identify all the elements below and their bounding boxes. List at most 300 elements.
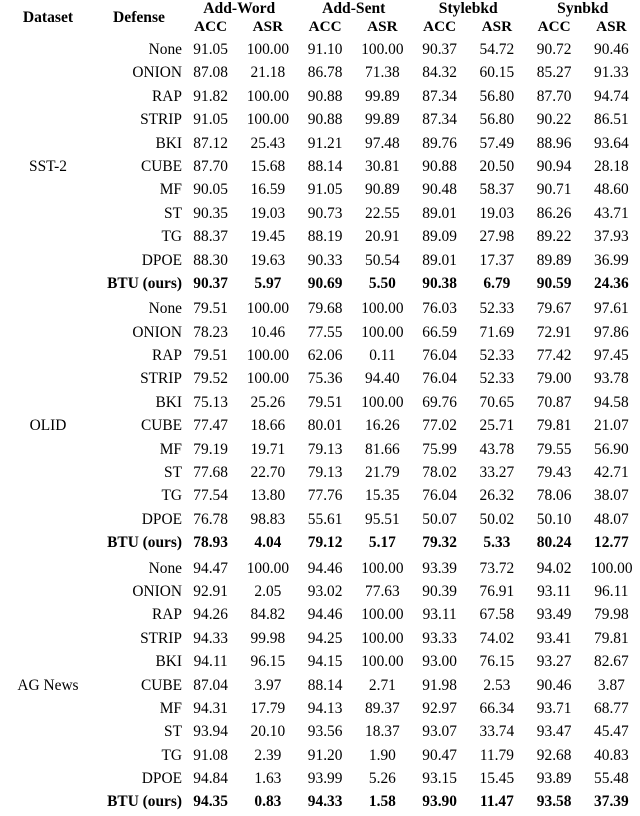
metric-value: 52.33 — [468, 344, 525, 367]
metric-value: 74.02 — [468, 627, 525, 650]
metric-value: 17.37 — [468, 249, 525, 272]
metric-value: 98.83 — [239, 508, 296, 531]
metric-value: 55.48 — [583, 767, 640, 790]
metric-value: 11.79 — [468, 744, 525, 767]
defense-label: DPOE — [96, 249, 182, 272]
metric-value: 18.66 — [239, 414, 296, 437]
metric-value: 96.15 — [239, 650, 296, 673]
metric-value: 11.47 — [468, 791, 525, 814]
metric-value: 89.01 — [411, 202, 468, 225]
metric-value: 89.01 — [411, 249, 468, 272]
metric-value: 67.58 — [468, 603, 525, 626]
subheader-add-sent-acc: ACC — [297, 18, 354, 36]
metric-value: 90.05 — [182, 178, 239, 201]
metric-value: 94.26 — [182, 603, 239, 626]
table-row — [0, 531, 640, 554]
metric-value: 6.79 — [468, 272, 525, 295]
defense-label: ONION — [96, 321, 182, 344]
defense-label: ONION — [96, 61, 182, 84]
metric-value: 90.37 — [411, 38, 468, 61]
metric-value: 79.43 — [526, 461, 583, 484]
metric-value: 58.37 — [468, 178, 525, 201]
metric-value: 91.10 — [297, 38, 354, 61]
metric-value: 36.99 — [583, 249, 640, 272]
metric-value: 37.93 — [583, 225, 640, 248]
metric-value: 100.00 — [354, 557, 411, 580]
metric-value: 80.24 — [526, 531, 583, 554]
metric-value: 56.80 — [468, 108, 525, 131]
subheader-stylebkd-acc: ACC — [411, 18, 468, 36]
metric-value: 90.46 — [526, 674, 583, 697]
metric-value: 72.91 — [526, 321, 583, 344]
metric-value: 91.98 — [411, 674, 468, 697]
defense-label: BTU (ours) — [96, 531, 182, 554]
metric-value: 19.63 — [239, 249, 296, 272]
table-row — [0, 297, 640, 320]
metric-value: 15.35 — [354, 484, 411, 507]
metric-value: 88.14 — [297, 674, 354, 697]
metric-value: 79.67 — [526, 297, 583, 320]
defense-label: DPOE — [96, 767, 182, 790]
metric-value: 91.33 — [583, 61, 640, 84]
defense-label: BKI — [96, 391, 182, 414]
metric-value: 90.73 — [297, 202, 354, 225]
metric-value: 16.59 — [239, 178, 296, 201]
metric-value: 0.83 — [239, 791, 296, 814]
metric-value: 93.11 — [411, 603, 468, 626]
metric-value: 30.81 — [354, 155, 411, 178]
metric-value: 90.59 — [526, 272, 583, 295]
metric-value: 100.00 — [354, 627, 411, 650]
metric-value: 13.80 — [239, 484, 296, 507]
metric-value: 92.91 — [182, 580, 239, 603]
defense-label: CUBE — [96, 155, 182, 178]
table-row — [0, 249, 640, 272]
metric-value: 55.61 — [297, 508, 354, 531]
defense-label: TG — [96, 484, 182, 507]
metric-value: 100.00 — [354, 650, 411, 673]
metric-value: 78.06 — [526, 484, 583, 507]
metric-value: 84.32 — [411, 61, 468, 84]
metric-value: 21.18 — [239, 61, 296, 84]
metric-value: 21.07 — [583, 414, 640, 437]
metric-value: 60.15 — [468, 61, 525, 84]
metric-value: 79.98 — [583, 603, 640, 626]
metric-value: 95.51 — [354, 508, 411, 531]
subheader-add-sent-asr: ASR — [354, 18, 411, 36]
metric-value: 21.79 — [354, 461, 411, 484]
metric-value: 76.04 — [411, 344, 468, 367]
metric-value: 19.03 — [239, 202, 296, 225]
metric-value: 89.09 — [411, 225, 468, 248]
metric-value: 48.07 — [583, 508, 640, 531]
metric-value: 100.00 — [239, 344, 296, 367]
metric-value: 90.35 — [182, 202, 239, 225]
metric-value: 91.05 — [182, 108, 239, 131]
metric-value: 99.98 — [239, 627, 296, 650]
metric-value: 56.80 — [468, 85, 525, 108]
table-row — [0, 580, 640, 603]
defense-label: MF — [96, 178, 182, 201]
metric-value: 94.84 — [182, 767, 239, 790]
dataset-label: SST-2 — [0, 38, 96, 295]
table-row — [0, 272, 640, 295]
metric-value: 17.79 — [239, 697, 296, 720]
metric-value: 77.02 — [411, 414, 468, 437]
metric-value: 100.00 — [239, 85, 296, 108]
defense-label: ONION — [96, 580, 182, 603]
group-header-add-word: Add-Word — [182, 0, 297, 18]
metric-value: 93.64 — [583, 132, 640, 155]
defense-label: BKI — [96, 650, 182, 673]
metric-value: 92.97 — [411, 697, 468, 720]
metric-value: 69.76 — [411, 391, 468, 414]
metric-value: 94.33 — [297, 791, 354, 814]
table-row — [0, 321, 640, 344]
metric-value: 87.04 — [182, 674, 239, 697]
metric-value: 57.49 — [468, 132, 525, 155]
metric-value: 79.51 — [182, 297, 239, 320]
table-row — [0, 720, 640, 743]
metric-value: 79.55 — [526, 438, 583, 461]
metric-value: 97.48 — [354, 132, 411, 155]
metric-value: 86.51 — [583, 108, 640, 131]
table-row — [0, 627, 640, 650]
metric-value: 5.97 — [239, 272, 296, 295]
metric-value: 100.00 — [354, 391, 411, 414]
metric-value: 5.17 — [354, 531, 411, 554]
subheader-synbkd-acc: ACC — [526, 18, 583, 36]
metric-value: 2.39 — [239, 744, 296, 767]
metric-value: 94.46 — [297, 557, 354, 580]
metric-value: 84.82 — [239, 603, 296, 626]
group-header-stylebkd: Stylebkd — [411, 0, 526, 18]
metric-value: 77.63 — [354, 580, 411, 603]
metric-value: 86.26 — [526, 202, 583, 225]
metric-value: 88.14 — [297, 155, 354, 178]
table-row — [0, 603, 640, 626]
metric-value: 71.38 — [354, 61, 411, 84]
metric-value: 78.93 — [182, 531, 239, 554]
defense-label: STRIP — [96, 108, 182, 131]
metric-value: 94.74 — [583, 85, 640, 108]
metric-value: 27.98 — [468, 225, 525, 248]
table-row — [0, 508, 640, 531]
metric-value: 100.00 — [239, 108, 296, 131]
metric-value: 45.47 — [583, 720, 640, 743]
metric-value: 16.26 — [354, 414, 411, 437]
dataset-label: AG News — [0, 557, 96, 814]
metric-value: 79.13 — [297, 438, 354, 461]
metric-value: 94.46 — [297, 603, 354, 626]
metric-value: 90.38 — [411, 272, 468, 295]
metric-value: 22.70 — [239, 461, 296, 484]
metric-value: 87.34 — [411, 108, 468, 131]
table-row — [0, 744, 640, 767]
metric-value: 87.34 — [411, 85, 468, 108]
metric-value: 92.68 — [526, 744, 583, 767]
metric-value: 93.49 — [526, 603, 583, 626]
metric-value: 79.13 — [297, 461, 354, 484]
defense-label: DPOE — [96, 508, 182, 531]
metric-value: 79.68 — [297, 297, 354, 320]
table-row — [0, 767, 640, 790]
metric-value: 18.37 — [354, 720, 411, 743]
metric-value: 97.61 — [583, 297, 640, 320]
metric-value: 20.10 — [239, 720, 296, 743]
metric-value: 99.89 — [354, 108, 411, 131]
metric-value: 85.27 — [526, 61, 583, 84]
metric-value: 93.02 — [297, 580, 354, 603]
metric-value: 77.47 — [182, 414, 239, 437]
metric-value: 5.50 — [354, 272, 411, 295]
metric-value: 94.31 — [182, 697, 239, 720]
metric-value: 77.68 — [182, 461, 239, 484]
metric-value: 100.00 — [239, 557, 296, 580]
metric-value: 79.51 — [297, 391, 354, 414]
metric-value: 88.96 — [526, 132, 583, 155]
table-header — [0, 0, 640, 36]
metric-value: 93.41 — [526, 627, 583, 650]
metric-value: 93.47 — [526, 720, 583, 743]
metric-value: 75.99 — [411, 438, 468, 461]
metric-value: 80.01 — [297, 414, 354, 437]
defense-label: RAP — [96, 603, 182, 626]
metric-value: 93.99 — [297, 767, 354, 790]
table-row — [0, 85, 640, 108]
table-row — [0, 344, 640, 367]
table-row — [0, 155, 640, 178]
table-row — [0, 202, 640, 225]
subheader-synbkd-asr: ASR — [583, 18, 640, 36]
column-header-defense: Defense — [96, 0, 182, 36]
metric-value: 79.51 — [182, 344, 239, 367]
defense-label: MF — [96, 697, 182, 720]
defense-label: None — [96, 297, 182, 320]
metric-value: 99.89 — [354, 85, 411, 108]
metric-value: 22.55 — [354, 202, 411, 225]
metric-value: 40.83 — [583, 744, 640, 767]
group-header-add-sent: Add-Sent — [297, 0, 412, 18]
metric-value: 93.94 — [182, 720, 239, 743]
table-row — [0, 132, 640, 155]
metric-value: 68.77 — [583, 697, 640, 720]
metric-value: 79.52 — [182, 367, 239, 390]
metric-value: 89.22 — [526, 225, 583, 248]
metric-value: 37.39 — [583, 791, 640, 814]
metric-value: 75.36 — [297, 367, 354, 390]
table-row — [0, 61, 640, 84]
metric-value: 79.00 — [526, 367, 583, 390]
metric-value: 1.58 — [354, 791, 411, 814]
metric-value: 2.05 — [239, 580, 296, 603]
metric-value: 4.04 — [239, 531, 296, 554]
metric-value: 100.00 — [583, 557, 640, 580]
metric-value: 10.46 — [239, 321, 296, 344]
metric-value: 86.78 — [297, 61, 354, 84]
column-header-dataset: Dataset — [0, 0, 96, 36]
metric-value: 96.11 — [583, 580, 640, 603]
metric-value: 78.23 — [182, 321, 239, 344]
metric-value: 100.00 — [354, 38, 411, 61]
metric-value: 43.71 — [583, 202, 640, 225]
metric-value: 52.33 — [468, 297, 525, 320]
metric-value: 94.13 — [297, 697, 354, 720]
table-row — [0, 438, 640, 461]
defense-label: None — [96, 557, 182, 580]
metric-value: 90.37 — [182, 272, 239, 295]
defense-label: RAP — [96, 85, 182, 108]
metric-value: 20.50 — [468, 155, 525, 178]
metric-value: 25.26 — [239, 391, 296, 414]
metric-value: 100.00 — [354, 603, 411, 626]
metric-value: 88.30 — [182, 249, 239, 272]
metric-value: 2.53 — [468, 674, 525, 697]
metric-value: 77.55 — [297, 321, 354, 344]
metric-value: 100.00 — [354, 321, 411, 344]
metric-value: 89.89 — [526, 249, 583, 272]
metric-value: 76.91 — [468, 580, 525, 603]
metric-value: 100.00 — [239, 367, 296, 390]
metric-value: 100.00 — [354, 297, 411, 320]
metric-value: 94.15 — [297, 650, 354, 673]
defense-label: BKI — [96, 132, 182, 155]
metric-value: 93.00 — [411, 650, 468, 673]
metric-value: 94.35 — [182, 791, 239, 814]
defense-label: TG — [96, 744, 182, 767]
metric-value: 90.48 — [411, 178, 468, 201]
metric-value: 90.69 — [297, 272, 354, 295]
metric-value: 1.63 — [239, 767, 296, 790]
metric-value: 54.72 — [468, 38, 525, 61]
table-row — [0, 38, 640, 61]
defense-label: RAP — [96, 344, 182, 367]
metric-value: 66.59 — [411, 321, 468, 344]
defense-label: STRIP — [96, 367, 182, 390]
metric-value: 93.58 — [526, 791, 583, 814]
metric-value: 50.07 — [411, 508, 468, 531]
metric-value: 88.37 — [182, 225, 239, 248]
table-row — [0, 391, 640, 414]
metric-value: 91.82 — [182, 85, 239, 108]
metric-value: 90.94 — [526, 155, 583, 178]
metric-value: 20.91 — [354, 225, 411, 248]
metric-value: 93.39 — [411, 557, 468, 580]
defense-label: BTU (ours) — [96, 272, 182, 295]
metric-value: 97.45 — [583, 344, 640, 367]
table-row — [0, 650, 640, 673]
metric-value: 2.71 — [354, 674, 411, 697]
metric-value: 66.34 — [468, 697, 525, 720]
metric-value: 71.69 — [468, 321, 525, 344]
metric-value: 100.00 — [239, 38, 296, 61]
metric-value: 79.19 — [182, 438, 239, 461]
defense-label: None — [96, 38, 182, 61]
metric-value: 79.81 — [526, 414, 583, 437]
metric-value: 89.76 — [411, 132, 468, 155]
metric-value: 93.27 — [526, 650, 583, 673]
metric-value: 90.71 — [526, 178, 583, 201]
metric-value: 50.02 — [468, 508, 525, 531]
table-row — [0, 674, 640, 697]
metric-value: 90.22 — [526, 108, 583, 131]
metric-value: 76.78 — [182, 508, 239, 531]
metric-value: 0.11 — [354, 344, 411, 367]
metric-value: 87.12 — [182, 132, 239, 155]
metric-value: 25.71 — [468, 414, 525, 437]
metric-value: 93.11 — [526, 580, 583, 603]
metric-value: 90.89 — [354, 178, 411, 201]
dataset-label: OLID — [0, 297, 96, 554]
subheader-stylebkd-asr: ASR — [468, 18, 525, 36]
metric-value: 38.07 — [583, 484, 640, 507]
metric-value: 79.81 — [583, 627, 640, 650]
metric-value: 90.33 — [297, 249, 354, 272]
header-group-row — [0, 0, 640, 18]
metric-value: 77.42 — [526, 344, 583, 367]
metric-value: 91.05 — [182, 38, 239, 61]
metric-value: 50.54 — [354, 249, 411, 272]
metric-value: 73.72 — [468, 557, 525, 580]
metric-value: 94.11 — [182, 650, 239, 673]
metric-value: 19.45 — [239, 225, 296, 248]
metric-value: 75.13 — [182, 391, 239, 414]
metric-value: 91.08 — [182, 744, 239, 767]
defense-label: ST — [96, 202, 182, 225]
subheader-add-word-asr: ASR — [239, 18, 296, 36]
table-row — [0, 178, 640, 201]
metric-value: 90.88 — [297, 108, 354, 131]
metric-value: 15.68 — [239, 155, 296, 178]
metric-value: 82.67 — [583, 650, 640, 673]
subheader-add-word-acc: ACC — [182, 18, 239, 36]
table-row — [0, 461, 640, 484]
metric-value: 87.08 — [182, 61, 239, 84]
metric-value: 88.19 — [297, 225, 354, 248]
metric-value: 93.71 — [526, 697, 583, 720]
metric-value: 77.54 — [182, 484, 239, 507]
metric-value: 50.10 — [526, 508, 583, 531]
metric-value: 81.66 — [354, 438, 411, 461]
group-header-synbkd: Synbkd — [526, 0, 640, 18]
metric-value: 5.26 — [354, 767, 411, 790]
metric-value: 19.03 — [468, 202, 525, 225]
metric-value: 93.07 — [411, 720, 468, 743]
metric-value: 62.06 — [297, 344, 354, 367]
table-body — [0, 36, 640, 816]
metric-value: 3.87 — [583, 674, 640, 697]
metric-value: 1.90 — [354, 744, 411, 767]
metric-value: 33.27 — [468, 461, 525, 484]
metric-value: 25.43 — [239, 132, 296, 155]
metric-value: 94.47 — [182, 557, 239, 580]
metric-value: 94.40 — [354, 367, 411, 390]
metric-value: 48.60 — [583, 178, 640, 201]
table-row — [0, 367, 640, 390]
table-row — [0, 484, 640, 507]
metric-value: 56.90 — [583, 438, 640, 461]
defense-label: CUBE — [96, 414, 182, 437]
metric-value: 28.18 — [583, 155, 640, 178]
metric-value: 90.39 — [411, 580, 468, 603]
metric-value: 90.46 — [583, 38, 640, 61]
metric-value: 90.88 — [297, 85, 354, 108]
metric-value: 89.37 — [354, 697, 411, 720]
metric-value: 52.33 — [468, 367, 525, 390]
table-row — [0, 557, 640, 580]
metric-value: 12.77 — [583, 531, 640, 554]
metric-value: 24.36 — [583, 272, 640, 295]
